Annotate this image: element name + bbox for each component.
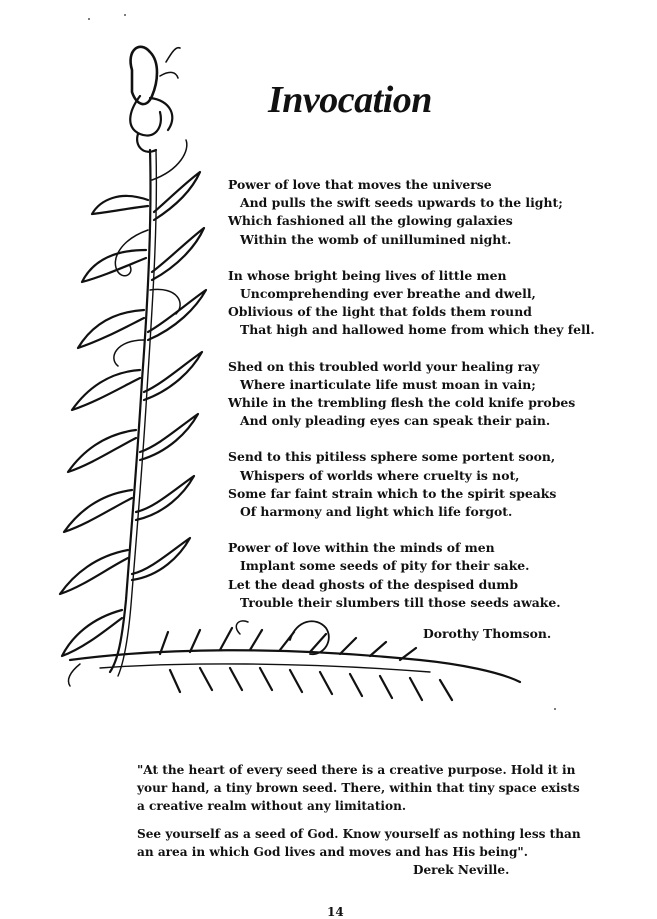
poem-line: Shed on this troubled world your healing ray (228, 358, 540, 374)
poem-stanza (228, 176, 648, 249)
poem-stanza (228, 358, 648, 431)
poem-line: While in the trembling flesh the cold knife probes (228, 395, 576, 411)
poem-body (228, 176, 648, 630)
poem-line: Within the womb of unillumined night. (240, 231, 512, 247)
poem-line: Send to this pitiless sphere some portent soon, (228, 449, 556, 465)
poem-line: Of harmony and light which life forgot. (240, 504, 513, 520)
quote-line: "At the heart of every seed there is a creative purpose. Hold it in (137, 763, 576, 777)
poem-stanza (228, 267, 648, 340)
page-number: 14 (327, 905, 344, 919)
poem-line: Let the dead ghosts of the despised dumb (228, 576, 519, 592)
poem-line: Whispers of worlds where cruelty is not, (240, 467, 520, 483)
poem-line: That high and hallowed home from which they fell. (240, 322, 595, 338)
quote-author: Derek Neville. (413, 863, 510, 877)
scan-speck (124, 14, 126, 16)
poem-line: Which fashioned all the glowing galaxies (228, 213, 513, 229)
poem-line: And pulls the swift seeds upwards to the light; (240, 195, 563, 211)
poem-line: Trouble their slumbers till those seeds awake. (240, 594, 561, 610)
scan-speck (554, 708, 556, 710)
quote-line: a creative realm without any limitation. (137, 799, 407, 813)
quote-line: an area in which God lives and moves and has His being". (137, 845, 528, 859)
poem-line: In whose bright being lives of little men (228, 267, 507, 283)
poem-line: Uncomprehending ever breathe and dwell, (240, 286, 536, 302)
poem-line: Where inarticulate life must moan in vain; (240, 376, 536, 392)
poem-line: Power of love that moves the universe (228, 177, 492, 192)
poem-title: Invocation (268, 79, 432, 121)
quote-paragraph (137, 761, 637, 815)
scan-speck (88, 18, 90, 20)
poem-line: Some far faint strain which to the spirit speaks (228, 485, 557, 501)
quote-line: See yourself as a seed of God. Know yourself as nothing less than (137, 827, 581, 841)
quote-block (137, 761, 637, 889)
poem-line: Oblivious of the light that folds them round (228, 304, 532, 320)
poem-line: Implant some seeds of pity for their sake. (240, 558, 530, 574)
poem-line: And only pleading eyes can speak their pain. (240, 413, 551, 429)
quote-line: your hand, a tiny brown seed. There, within that tiny space exists (137, 781, 580, 795)
poem-stanza (228, 448, 648, 521)
poem-line: Power of love within the minds of men (228, 540, 495, 556)
poem-author: Dorothy Thomson. (423, 626, 552, 641)
poem-stanza (228, 539, 648, 612)
quote-paragraph (137, 825, 637, 879)
